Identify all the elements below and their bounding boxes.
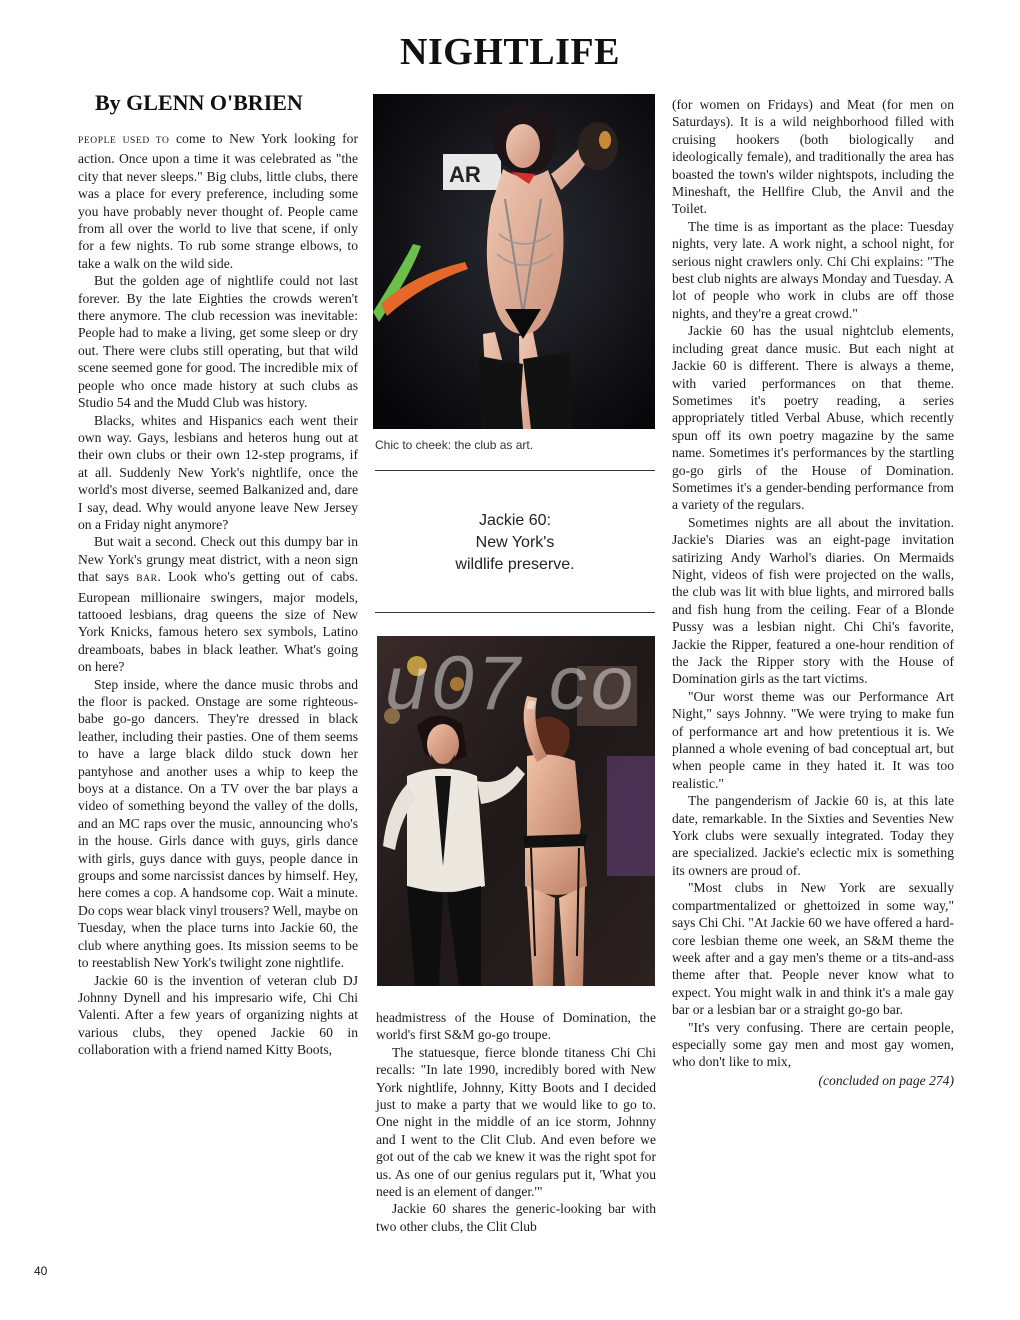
pull-quote-line: Jackie 60: bbox=[478, 512, 552, 529]
paragraph: "Our worst theme was our Performance Art Night," says Johnny. "We were trying to make fun of performance art and how pretentious it is. We planned a whole evening of bad conceptual art, but when people came in they hated it. It was too realistic." bbox=[672, 688, 954, 791]
article-column-1 bbox=[78, 130, 358, 1059]
paragraph: Jackie 60 has the usual nightclub elements, including great dance music. But each night at Jackie 60 is different. There is always a theme, with varied performances on that theme. Sometimes it's poetry reading, a series appropriately titled Verbal Abuse, which recently spun off its own poetry magazine by the same name. Sometimes it's performances by the startling go-go girls of the House of Domination. Sometimes it's a gender-bending performance from a variety of the regulars. bbox=[672, 323, 954, 513]
sign-text: AR bbox=[449, 162, 481, 187]
photo-caption: Chic to cheek: the club as art. bbox=[375, 438, 534, 452]
paragraph: Sometimes nights are all about the invitation. Jackie's Diaries was an eight-page invitation satirizing Andy Warhol's diaries. On Mermaids Night, videos of fish were projected on the walls, the club was lit with blue lights, and mirrored balls and fish hung from the ceiling. Fear of a Blonde Pussy was a lesbian night. Chi Chi's favorite, Jackie the Ripper, featured a one-hour rendition of the Jack the Ripper story with the House of Domination girls as the tart victims. bbox=[672, 514, 954, 687]
divider bbox=[375, 612, 655, 613]
divider bbox=[375, 470, 655, 471]
paragraph: Blacks, whites and Hispanics each went their own way. Gays, lesbians and heteros hung out at their own clubs or their own 12-step programs, if at all. Suddenly New York's nightlife, once the world's most diverse, seemed Balkanized and, dare I say, dead. Why would anyone leave New Jersey on a Friday night anymore? bbox=[78, 412, 358, 532]
paragraph: "Most clubs in New York are sexually compartmentalized or ghettoized in some way," says Chi Chi. "At Jackie 60 we have offered a hard-core lesbian theme one week, an S&M theme the week after and a gay men's theme or a tits-and-ass theme after that. People never know what to expect. You might walk in and think it's a male gay bar or a lesbian bar or a straight go-go bar. bbox=[672, 880, 954, 1018]
paragraph: Step inside, where the dance music throbs and the floor is packed. Onstage are some righteous-babe go-go dancers. They're dressed in black leather, including their pasties. One of them seems to have a large black dildo stuck down her pantyhose and another uses a whip to keep the boys at a distance. On a TV over the bar plays a video of something beyond the valley of the dolls, and an MC raps over the music, announcing who's in the house. Girls dance with guys, girls dance with girls, guys dance with guys, people dance in groups and some narcissist dances by himself. Hey, here comes a cop. A handsome cop. Wait a minute. Do cops wear black vinyl trousers? Well, maybe on Tuesday, when the place turns into Jackie 60, the club where anything goes. Its mission seems to be to reestablish New York's twilight zone nightlife. bbox=[78, 676, 358, 971]
paragraph: Jackie 60 is the invention of veteran club DJ Johnny Dynell and his impresario wife, Chi Chi Valenti. After a few years of organizing nights at various clubs, they opened Jackie 60 in collaboration with a friend named Kitty Boots, bbox=[78, 972, 358, 1058]
paragraph: But the golden age of nightlife could not last forever. By the late Eighties the crowds weren't there anymore. The club recession was inevitable: People had to make a living, get some sleep or dry out. There were clubs still operating, but that wild scene seemed gone for good. The incredible mix of people who once made history at such clubs as Studio 54 and the Mudd Club was history. bbox=[78, 273, 358, 411]
pull-quote bbox=[375, 510, 655, 576]
paragraph: headmistress of the House of Domination, the world's first S&M go-go troupe. bbox=[376, 1010, 656, 1043]
byline: By GLENN O'BRIEN bbox=[95, 90, 303, 115]
paragraph: But wait a second. Check out this dumpy bar in New York's grungy meat district, with a neon sign that says BAR. Look who's getting out of cabs. European millionaire swingers, major models, tattooed lesbians, drag queens the size of New York Knicks, famous hetero sex symbols, Latino dreamboats, babes in black leather. What's going on here? bbox=[78, 534, 358, 675]
pull-quote-line: wildlife preserve. bbox=[455, 556, 575, 573]
watermark: u07.co bbox=[385, 641, 638, 726]
continued-note: (concluded on page 274) bbox=[818, 1072, 954, 1088]
paragraph: The pangenderism of Jackie 60 is, at this late date, remarkable. In the Sixties and Seventies New York clubs were sexually integrated. Today they are specialized. Jackie's eclectic mix is something its owners are proud of. bbox=[672, 793, 954, 878]
paragraph: "It's very confusing. There are certain people, especially some gay men and most gay women, who don't like to mix, bbox=[672, 1019, 954, 1070]
photo-dance-floor bbox=[377, 636, 655, 986]
section-title: NIGHTLIFE bbox=[400, 31, 620, 73]
paragraph: PEOPLE USED TO come to New York looking for action. Once upon a time it was celebrated as "the city that never sleeps." Big clubs, little clubs, there was a place for every preference, including some you have probably never thought of. People came from all over the world to live that scene, if only for a few nights. To rub some strange elbows, to take a walk on the wild side. bbox=[78, 131, 358, 271]
pull-quote-line: New York's bbox=[475, 534, 555, 551]
paragraph: Jackie 60 shares the generic-looking bar with two other clubs, the Clit Club bbox=[376, 1201, 656, 1234]
page-number: 40 bbox=[34, 1264, 48, 1278]
paragraph: The statuesque, fierce blonde titaness Chi Chi recalls: "In late 1990, incredibly bored with New York nightlife, Johnny, Kitty Boots and I decided just to make a party that we would like to go to. One night in the middle of an ice storm, Johnny and I went to the Clit Club. And even before we got out of the cab we knew it was the right spot for us. As one of our genius regulars put it, 'What you need is an element of danger.'" bbox=[376, 1044, 656, 1200]
photo-stage-dancer bbox=[373, 94, 655, 429]
paragraph: (for women on Fridays) and Meat (for men on Saturdays). It is a wild neighborhood filled with cruising hookers (both biologically and ideologically female), and traditionally the area has boasted the town's wilder nightspots, including the Mineshaft, the Hellfire Club, the Anvil and the Toilet. bbox=[672, 97, 954, 217]
paragraph: The time is as important as the place: Tuesday nights, very late. A work night, a school night, for serious night crawlers only. Chi Chi explains: "The best club nights are always Monday and Tuesday. A lot of people who work in clubs are off those nights, and they're a great crowd." bbox=[672, 218, 954, 321]
article-column-3 bbox=[672, 96, 954, 1089]
lead-in: PEOPLE USED TO bbox=[78, 136, 170, 146]
article-column-2 bbox=[376, 1009, 656, 1235]
